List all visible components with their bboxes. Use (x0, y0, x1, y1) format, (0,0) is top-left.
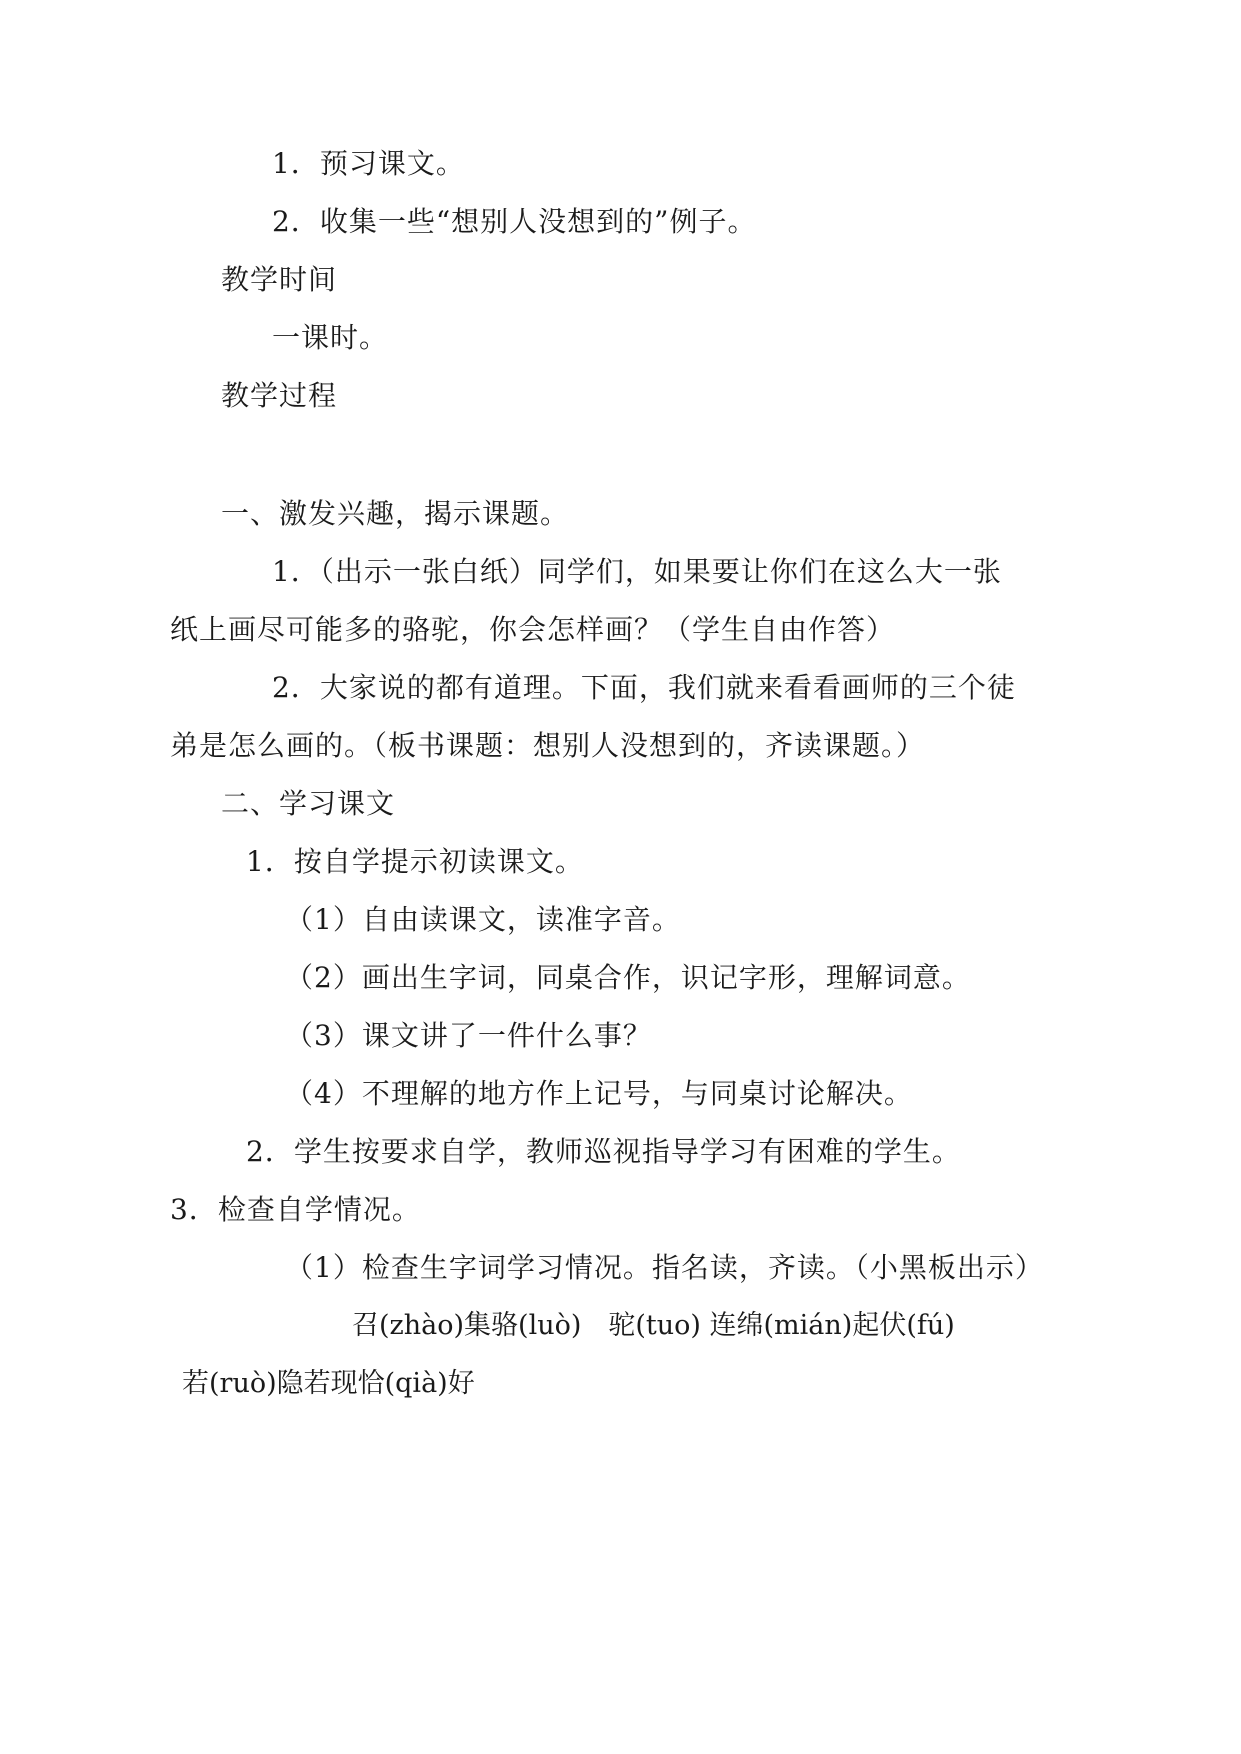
paragraph-line: 1．（出示一张白纸）同学们，如果要让你们在这么大一张 (272, 555, 1002, 588)
check-vocabulary-line: （1）检查生字词学习情况。指名读，齐读。（小黑板出示） (285, 1251, 1044, 1284)
step-3: 3．检查自学情况。 (170, 1193, 421, 1226)
part-two-heading: 二、学习课文 (221, 787, 396, 820)
paragraph-line: 纸上画尽可能多的骆驼，你会怎样画？（学生自由作答） (170, 613, 896, 646)
step-2: 2．学生按要求自学，教师巡视指导学习有困难的学生。 (246, 1135, 961, 1168)
sub-step-3: （3）课文讲了一件什么事？ (285, 1019, 652, 1052)
step-1: 1．按自学提示初读课文。 (246, 845, 584, 878)
paragraph-line: 弟是怎么画的。（板书课题：想别人没想到的，齐读课题。） (170, 729, 926, 762)
sub-step-4: （4）不理解的地方作上记号，与同桌讨论解决。 (285, 1077, 913, 1110)
paragraph-line: 2．大家说的都有道理。下面，我们就来看看画师的三个徒 (272, 671, 1016, 704)
vocabulary-pinyin-line: 若(ruò)隐若现恰(qià)好 (182, 1368, 475, 1399)
teaching-time-value: 一课时。 (272, 321, 389, 354)
sub-step-2: （2）画出生字词，同桌合作，识记字形，理解词意。 (285, 961, 971, 994)
sub-step-1: （1）自由读课文，读准字音。 (285, 903, 681, 936)
vocabulary-pinyin-line: 召(zhào)集骆(luò) 驼(tuo) 连绵(mián)起伏(fú) (352, 1310, 955, 1341)
part-one-heading: 一、激发兴趣，揭示课题。 (221, 497, 570, 530)
section-heading-teaching-process: 教学过程 (221, 379, 338, 412)
prep-item-2: 2．收集一些“想别人没想到的”例子。 (272, 205, 757, 238)
prep-item-1: 1．预习课文。 (272, 147, 465, 180)
section-heading-teaching-time: 教学时间 (221, 263, 338, 296)
